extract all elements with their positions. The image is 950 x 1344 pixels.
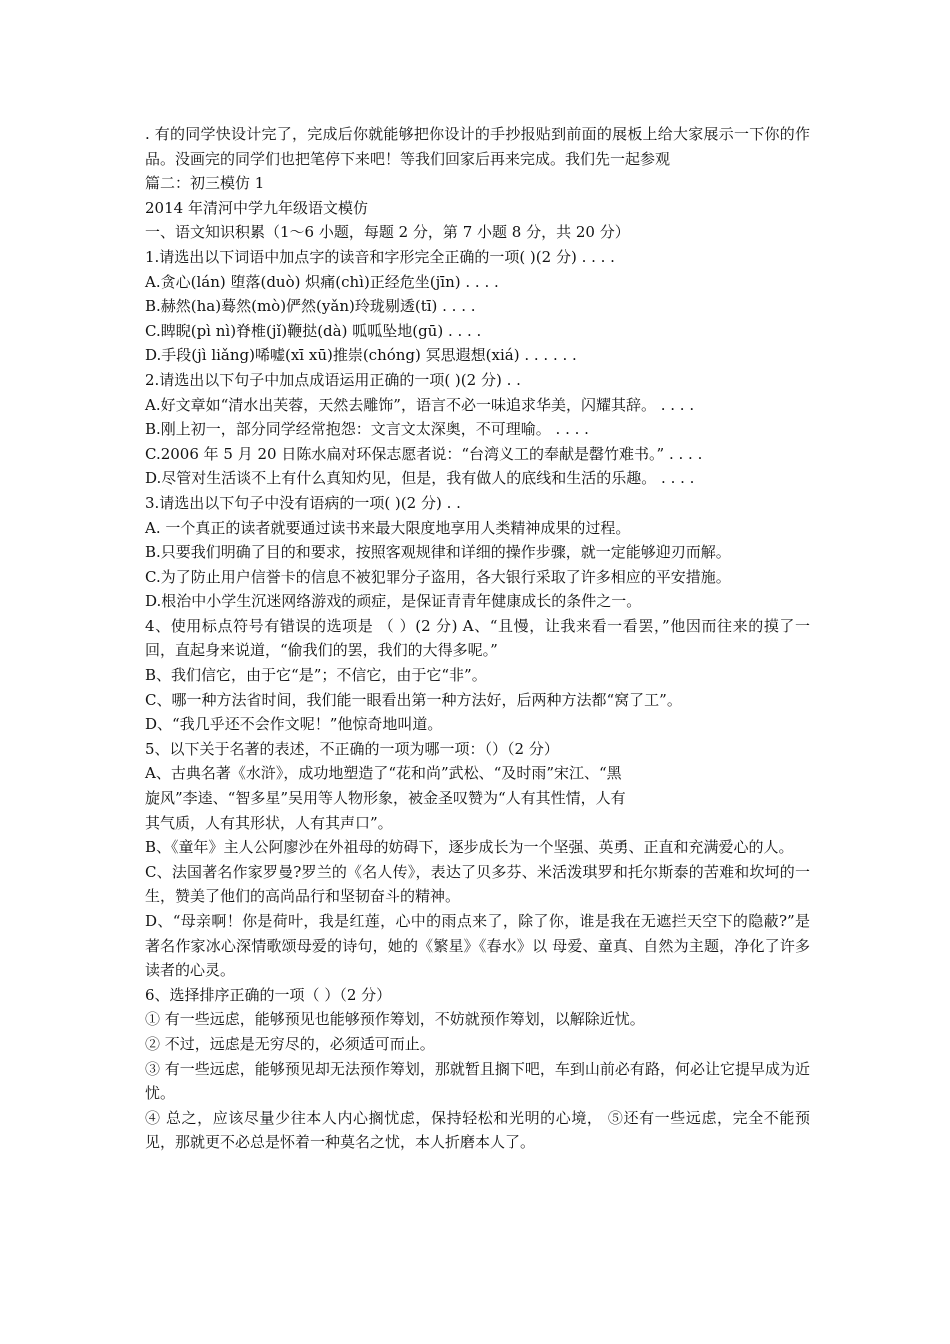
text-line: C、哪一种方法省时间，我们能一眼看出第一种方法好，后两种方法都“窝了工”。 [145, 690, 682, 709]
text-line: B、我们信它，由于它“是”；不信它，由于它“非”。 [145, 666, 487, 685]
text-line: ④ 总之，应该尽量少往本人内心搁忧虑，保持轻松和光明的心境， ⑤还有一些远虑，完全不能预见，那就更不必总是怀着一种莫名之忧，本人折磨本人了。 [145, 1108, 810, 1152]
text-line: 3.请选出以下句子中没有语病的一项( )(2 分) . . [145, 493, 461, 512]
text-line: ③ 有一些远虑，能够预见却无法预作筹划，那就暂且搁下吧，车到山前必有路，何必让它提早成为近忧。 [145, 1059, 810, 1103]
text-line: 其气质，人有其形状，人有其声口”。 [145, 813, 393, 832]
text-line: 6、选择排序正确的一项（ ）（2 分） [145, 985, 392, 1004]
text-line: 2.请选出以下句子中加点成语运用正确的一项( )(2 分) . . [145, 370, 521, 389]
text-line: C.2006 年 5 月 20 日陈水扁对环保志愿者说：“台湾义工的奉献是罄竹难书。” . . . . [145, 444, 703, 463]
text-line: 一、语文知识积累（1～6 小题，每题 2 分，第 7 小题 8 分，共 20 分） [145, 223, 630, 242]
text-line: A、古典名著《水浒》，成功地塑造了“花和尚”武松、“及时雨”宋江、“黑 [145, 764, 622, 783]
text-line: D.根治中小学生沉迷网络游戏的顽症，是保证青青年健康成长的条件之一。 [145, 592, 642, 611]
text-line: 旋风”李逵、“智多星”吴用等人物形象，被金圣叹赞为“人有其性情，人有 [145, 789, 626, 808]
document-page [145, 122, 810, 1155]
text-line: D.尽管对生活谈不上有什么真知灼见，但是，我有做人的底线和生活的乐趣。 . . . . [145, 469, 695, 488]
text-line: ② 不过，远虑是无穷尽的，必须适可而止。 [145, 1034, 435, 1053]
text-line: 篇二：初三模仿 1 [145, 174, 265, 193]
text-line: D、“母亲啊！你是荷叶，我是红莲，心中的雨点来了，除了你，谁是我在无遮拦天空下的隐蔽?”是著名作家冰心深情歌颂母爱的诗句，她的《繁星》《春水》以 母爱、童真、自然为主题，净化了许多读者的心灵。 [145, 912, 810, 980]
text-line: A.贪心(lán) 堕落(duò) 炽痛(chì)正经危坐(jīn) . . . . [145, 272, 499, 291]
text-line: C.为了防止用户信誉卡的信息不被犯罪分子盗用，各大银行采取了许多相应的平安措施。 [145, 567, 731, 586]
text-line: C、法国著名作家罗曼?罗兰的《名人传》，表达了贝多芬、米活泼琪罗和托尔斯泰的苦难和坎坷的一生，赞美了他们的高尚品行和坚韧奋斗的精神。 [145, 862, 810, 906]
text-line: A.好文章如“清水出芙蓉，天然去雕饰”，语言不必一味追求华美，闪耀其辞。 . . . . [145, 395, 695, 414]
text-line: 4、使用标点符号有错误的选项是 （ ）(2 分) A、“且慢，让我来看一看罢，”他因而往来的摸了一回，直起身来说道，“偷我们的罢，我们的大得多呢。” [145, 616, 810, 660]
text-line: 1.请选出以下词语中加点字的读音和字形完全正确的一项( )(2 分) . . . . [145, 247, 615, 266]
text-line: B.只要我们明确了目的和要求，按照客观规律和详细的操作步骤，就一定能够迎刃而解。 [145, 543, 731, 562]
text-line: 2014 年清河中学九年级语文模仿 [145, 198, 368, 217]
text-line: D.手段(jì liǎng)唏嘘(xī xū)推崇(chóng) 冥思遐想(xiá) . . . . . . [145, 346, 577, 365]
text-line: ① 有一些远虑，能够预见也能够预作筹划，不妨就预作筹划，以解除近忧。 [145, 1010, 645, 1029]
text-line: 5、以下关于名著的表述，不正确的一项为哪一项：（）（2 分） [145, 739, 559, 758]
text-line: B.刚上初一，部分同学经常抱怨：文言文太深奥，不可理喻。 . . . . [145, 420, 589, 439]
text-line: D、“我几乎还不会作文呢！”他惊奇地叫道。 [145, 715, 443, 734]
text-line: . 有的同学快设计完了，完成后你就能够把你设计的手抄报贴到前面的展板上给大家展示一下你的作品。没画完的同学们也把笔停下来吧！等我们回家后再来完成。我们先一起参观 [145, 125, 810, 168]
text-line: B、《童年》主人公阿廖沙在外祖母的妨碍下，逐步成长为一个坚强、英勇、正直和充满爱心的人。 [145, 838, 794, 857]
text-line: B.赫然(ha)蓦然(mò)俨然(yǎn)玲珑剔透(tī) . . . . [145, 297, 476, 316]
text-line: C.睥睨(pì nì)脊椎(jǐ)鞭挞(dà) 呱呱坠地(gū) . . . . [145, 321, 482, 340]
text-line: A. 一个真正的读者就要通过读书来最大限度地享用人类精神成果的过程。 [145, 518, 631, 537]
